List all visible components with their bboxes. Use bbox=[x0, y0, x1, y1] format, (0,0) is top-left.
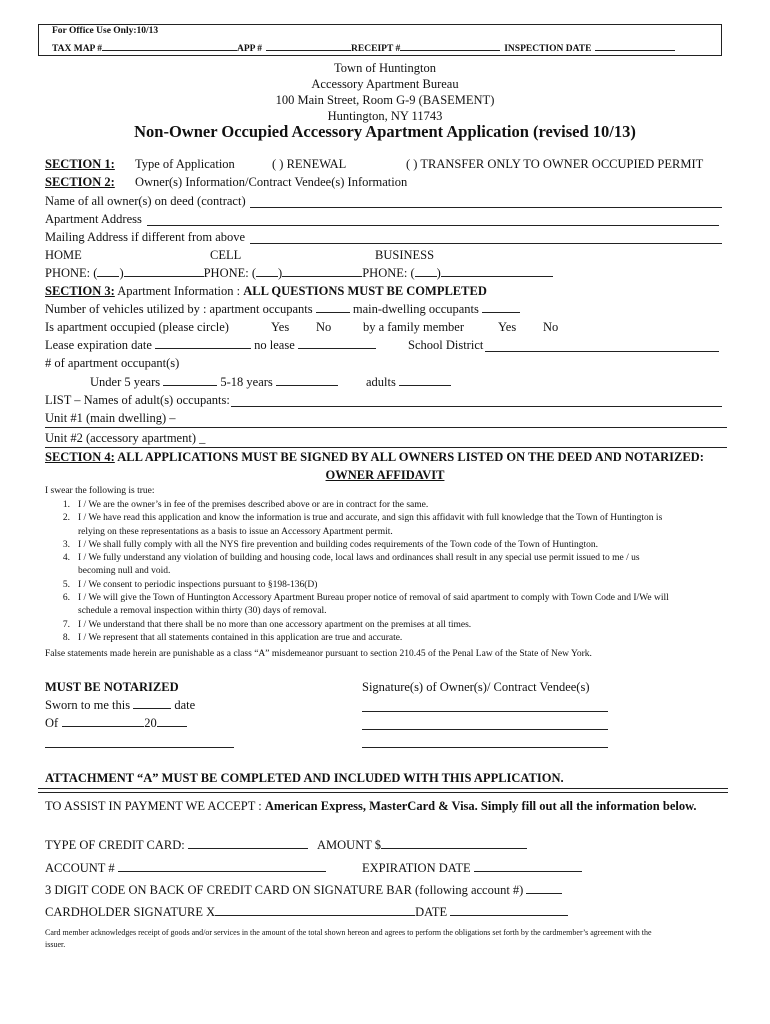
amount-row bbox=[317, 838, 527, 853]
receipt-label: RECEIPT # bbox=[351, 44, 401, 54]
app-label: APP # bbox=[236, 44, 263, 54]
attachment-notice: ATTACHMENT “A” MUST BE COMPLETED AND INCLUDED WITH THIS APPLICATION. bbox=[45, 771, 564, 785]
vehicles-main-field[interactable] bbox=[482, 302, 520, 313]
section3-row bbox=[45, 284, 487, 299]
five18-label: 5-18 years bbox=[220, 375, 273, 389]
signature-line-1[interactable] bbox=[362, 711, 608, 712]
security-code-label: 3 DIGIT CODE ON BACK OF CREDIT CARD ON SIGNATURE BAR (following account #) bbox=[45, 883, 524, 897]
expiration-label: EXPIRATION DATE bbox=[362, 861, 471, 875]
account-row bbox=[45, 861, 326, 876]
five18-field[interactable] bbox=[276, 375, 338, 386]
name-deed-label: Name of all owner(s) on deed (contract) bbox=[45, 194, 246, 208]
adults-row bbox=[366, 375, 451, 390]
sworn-date-label: date bbox=[174, 698, 196, 712]
no-lease-label: no lease bbox=[254, 338, 295, 352]
adults-field[interactable] bbox=[399, 375, 451, 386]
unit1-label: Unit #1 (main dwelling) – bbox=[45, 411, 176, 425]
occupied-yes-option[interactable]: Yes bbox=[271, 320, 290, 334]
cell-phone-label: PHONE: ( bbox=[203, 266, 257, 280]
section3-text: Apartment Information : bbox=[117, 284, 244, 298]
signature-line-3[interactable] bbox=[362, 747, 608, 748]
list-item: schedule a removal inspection within thirty (30) days of removal. bbox=[78, 606, 327, 617]
office-use-label: For Office Use Only:10/13 bbox=[52, 26, 159, 36]
apartment-address-field[interactable] bbox=[147, 225, 719, 226]
vehicles-row bbox=[45, 302, 520, 317]
family-yes-option[interactable]: Yes bbox=[498, 320, 517, 334]
unit1-field[interactable] bbox=[45, 427, 727, 428]
disclaimer-line-1: Card member acknowledges receipt of goods and/or services in the amount of the total shown hereon and agrees to perform the obligations set forth by the cardmember’s agreement with the bbox=[45, 928, 652, 937]
paren: ) bbox=[278, 266, 283, 280]
lease-expiration-label: Lease expiration date bbox=[45, 338, 152, 352]
home-phone-label: PHONE: ( bbox=[45, 266, 98, 280]
renewal-checkbox[interactable]: ( ) RENEWAL bbox=[272, 157, 347, 171]
unit2-field[interactable] bbox=[45, 447, 727, 448]
list-item: 7. I / We understand that there shall be no more than one accessory apartment on the premises at all times. bbox=[62, 619, 472, 630]
transfer-checkbox[interactable]: ( ) TRANSFER ONLY TO OWNER OCCUPIED PERMIT bbox=[406, 157, 704, 171]
occupied-no-option[interactable]: No bbox=[316, 320, 332, 334]
signature-date-label: DATE bbox=[415, 905, 448, 919]
name-deed-field[interactable] bbox=[250, 207, 722, 208]
home-phone-field[interactable] bbox=[124, 266, 204, 277]
school-district-field[interactable] bbox=[485, 351, 719, 352]
account-field[interactable] bbox=[118, 861, 326, 872]
home-label: HOME bbox=[45, 248, 82, 262]
occupants-label: # of apartment occupant(s) bbox=[45, 356, 180, 370]
security-code-field[interactable] bbox=[526, 883, 562, 894]
section4-row bbox=[45, 450, 704, 465]
notary-signature-line[interactable] bbox=[45, 747, 234, 748]
list-item: 1. I / We are the owner’s in fee of the premises described above or are in contract for the same. bbox=[62, 500, 429, 510]
of-row bbox=[45, 716, 187, 731]
year-field[interactable] bbox=[157, 716, 187, 727]
family-no-option[interactable]: No bbox=[543, 320, 559, 334]
mailing-address-field[interactable] bbox=[250, 243, 722, 244]
header-bureau: Accessory Apartment Bureau bbox=[311, 77, 459, 91]
section3-label: SECTION 3: bbox=[45, 284, 115, 298]
signature-date-field[interactable] bbox=[450, 905, 568, 916]
section2-text: Owner(s) Information/Contract Vendee(s) Information bbox=[135, 175, 408, 189]
section4-text: ALL APPLICATIONS MUST BE SIGNED BY ALL OWNERS LISTED ON THE DEED AND NOTARIZED: bbox=[117, 450, 704, 464]
cell-area-code-field[interactable] bbox=[256, 266, 278, 277]
amount-field[interactable] bbox=[381, 838, 527, 849]
page-title: Non-Owner Occupied Accessory Apartment Application (revised 10/13) bbox=[134, 122, 636, 141]
list-adults-label: LIST – Names of adult(s) occupants: bbox=[45, 393, 230, 407]
signature-line-2[interactable] bbox=[362, 729, 608, 730]
expiration-field[interactable] bbox=[474, 861, 582, 872]
sworn-row bbox=[45, 698, 195, 713]
family-member-label: by a family member bbox=[363, 320, 465, 334]
cardholder-signature-label: CARDHOLDER SIGNATURE X bbox=[45, 905, 216, 919]
occupied-label: Is apartment occupied (please circle) bbox=[45, 320, 229, 334]
paren: ) bbox=[436, 266, 441, 280]
owner-affidavit-heading: OWNER AFFIDAVIT bbox=[325, 468, 445, 482]
mailing-address-label: Mailing Address if different from above bbox=[45, 230, 246, 244]
payment-assist-label: TO ASSIST IN PAYMENT WE ACCEPT : bbox=[45, 799, 265, 813]
list-item: 5. I / We consent to periodic inspections pursuant to §198-136(D) bbox=[62, 579, 318, 590]
of-label: Of bbox=[45, 716, 59, 730]
expiration-row bbox=[362, 861, 582, 876]
section2-label: SECTION 2: bbox=[45, 175, 115, 189]
code-row bbox=[45, 883, 562, 898]
signature-owners-label: Signature(s) of Owner(s)/ Contract Vendee(s) bbox=[362, 680, 590, 694]
sworn-day-field[interactable] bbox=[133, 698, 171, 709]
section3-required: ALL QUESTIONS MUST BE COMPLETED bbox=[243, 284, 487, 298]
ages-row bbox=[90, 375, 338, 390]
cardholder-row bbox=[45, 905, 568, 920]
business-phone-label: PHONE: ( bbox=[362, 266, 415, 280]
list-item: becoming null and void. bbox=[78, 566, 171, 577]
account-label: ACCOUNT # bbox=[45, 861, 115, 875]
phone-row bbox=[45, 266, 553, 281]
vehicles-main-label: main-dwelling occupants bbox=[352, 302, 479, 316]
header-city: Huntington, NY 11743 bbox=[327, 109, 443, 123]
false-statements-text: False statements made herein are punishable as a class “A” misdemeanor pursuant to section 210.45 of the Penal Law of the State of New York. bbox=[45, 649, 592, 659]
list-adults-field[interactable] bbox=[231, 406, 722, 407]
adults-label: adults bbox=[366, 375, 396, 389]
year-prefix: 20 bbox=[144, 716, 157, 730]
office-fields-row bbox=[52, 40, 675, 54]
must-be-notarized-label: MUST BE NOTARIZED bbox=[45, 680, 179, 694]
business-label: BUSINESS bbox=[375, 248, 435, 262]
school-district-label: School District bbox=[408, 338, 484, 352]
under5-field[interactable] bbox=[163, 375, 217, 386]
tax-map-label: TAX MAP # bbox=[52, 44, 102, 54]
apartment-address-label: Apartment Address bbox=[45, 212, 142, 226]
cell-phone-field[interactable] bbox=[282, 266, 362, 277]
lease-row bbox=[45, 338, 376, 353]
double-rule bbox=[38, 788, 728, 793]
amount-label: AMOUNT $ bbox=[317, 838, 382, 852]
list-item: relying on these representations as a basis to issue an Accessory Apartment permit. bbox=[78, 526, 393, 537]
section1-label: SECTION 1: bbox=[45, 157, 115, 171]
list-item: 2. I / We have read this application and know the information is true and accurate, and sign this affidavit with full knowledge that the Town of Huntington is bbox=[62, 513, 663, 524]
list-item: 4. I / We fully understand any violation of building and housing code, local laws and ordinances shall result in any special use permit issued to me / us bbox=[62, 553, 640, 564]
unit2-label: Unit #2 (accessory apartment) _ bbox=[45, 431, 206, 445]
swear-text: I swear the following is true: bbox=[45, 486, 155, 496]
of-month-field[interactable] bbox=[62, 716, 144, 727]
cardholder-signature-field[interactable] bbox=[215, 905, 415, 916]
card-type-row bbox=[45, 838, 308, 853]
vehicles-apartment-field[interactable] bbox=[316, 302, 350, 313]
cell-label: CELL bbox=[210, 248, 242, 262]
inspection-label: INSPECTION DATE bbox=[504, 44, 592, 54]
business-area-code-field[interactable] bbox=[415, 266, 437, 277]
no-lease-field[interactable] bbox=[298, 338, 376, 349]
business-phone-field[interactable] bbox=[441, 266, 553, 277]
payment-row bbox=[45, 799, 697, 814]
lease-expiration-field[interactable] bbox=[155, 338, 251, 349]
type-of-application-label: Type of Application bbox=[135, 157, 235, 171]
payment-cards-text: American Express, MasterCard & Visa. Simply fill out all the information below. bbox=[264, 799, 697, 813]
card-type-field[interactable] bbox=[188, 838, 308, 849]
paren: ) bbox=[119, 266, 124, 280]
header-address: 100 Main Street, Room G-9 (BASEMENT) bbox=[275, 93, 495, 107]
sworn-label: Sworn to me this bbox=[45, 698, 131, 712]
vehicles-apartment-label: Number of vehicles utilized by : apartment occupants bbox=[45, 302, 313, 316]
affidavit-list bbox=[40, 499, 669, 645]
disclaimer-line-2: issuer. bbox=[45, 940, 66, 949]
section4-label: SECTION 4: bbox=[45, 450, 115, 464]
under5-label: Under 5 years bbox=[90, 375, 161, 389]
list-item: 3. I / We shall fully comply with all the NYS fire prevention and building codes requirements of the Town code of the Town of Huntington. bbox=[62, 539, 599, 550]
list-item: 8. I / We represent that all statements contained in this application are true and accurate. bbox=[62, 632, 403, 643]
home-area-code-field[interactable] bbox=[97, 266, 119, 277]
card-type-label: TYPE OF CREDIT CARD: bbox=[45, 838, 185, 852]
list-item: 6. I / We will give the Town of Huntington Accessory Apartment Bureau proper notice of removal of said apartment to comply with Town Code and I/We will bbox=[62, 593, 669, 604]
header-town: Town of Huntington bbox=[334, 61, 436, 75]
